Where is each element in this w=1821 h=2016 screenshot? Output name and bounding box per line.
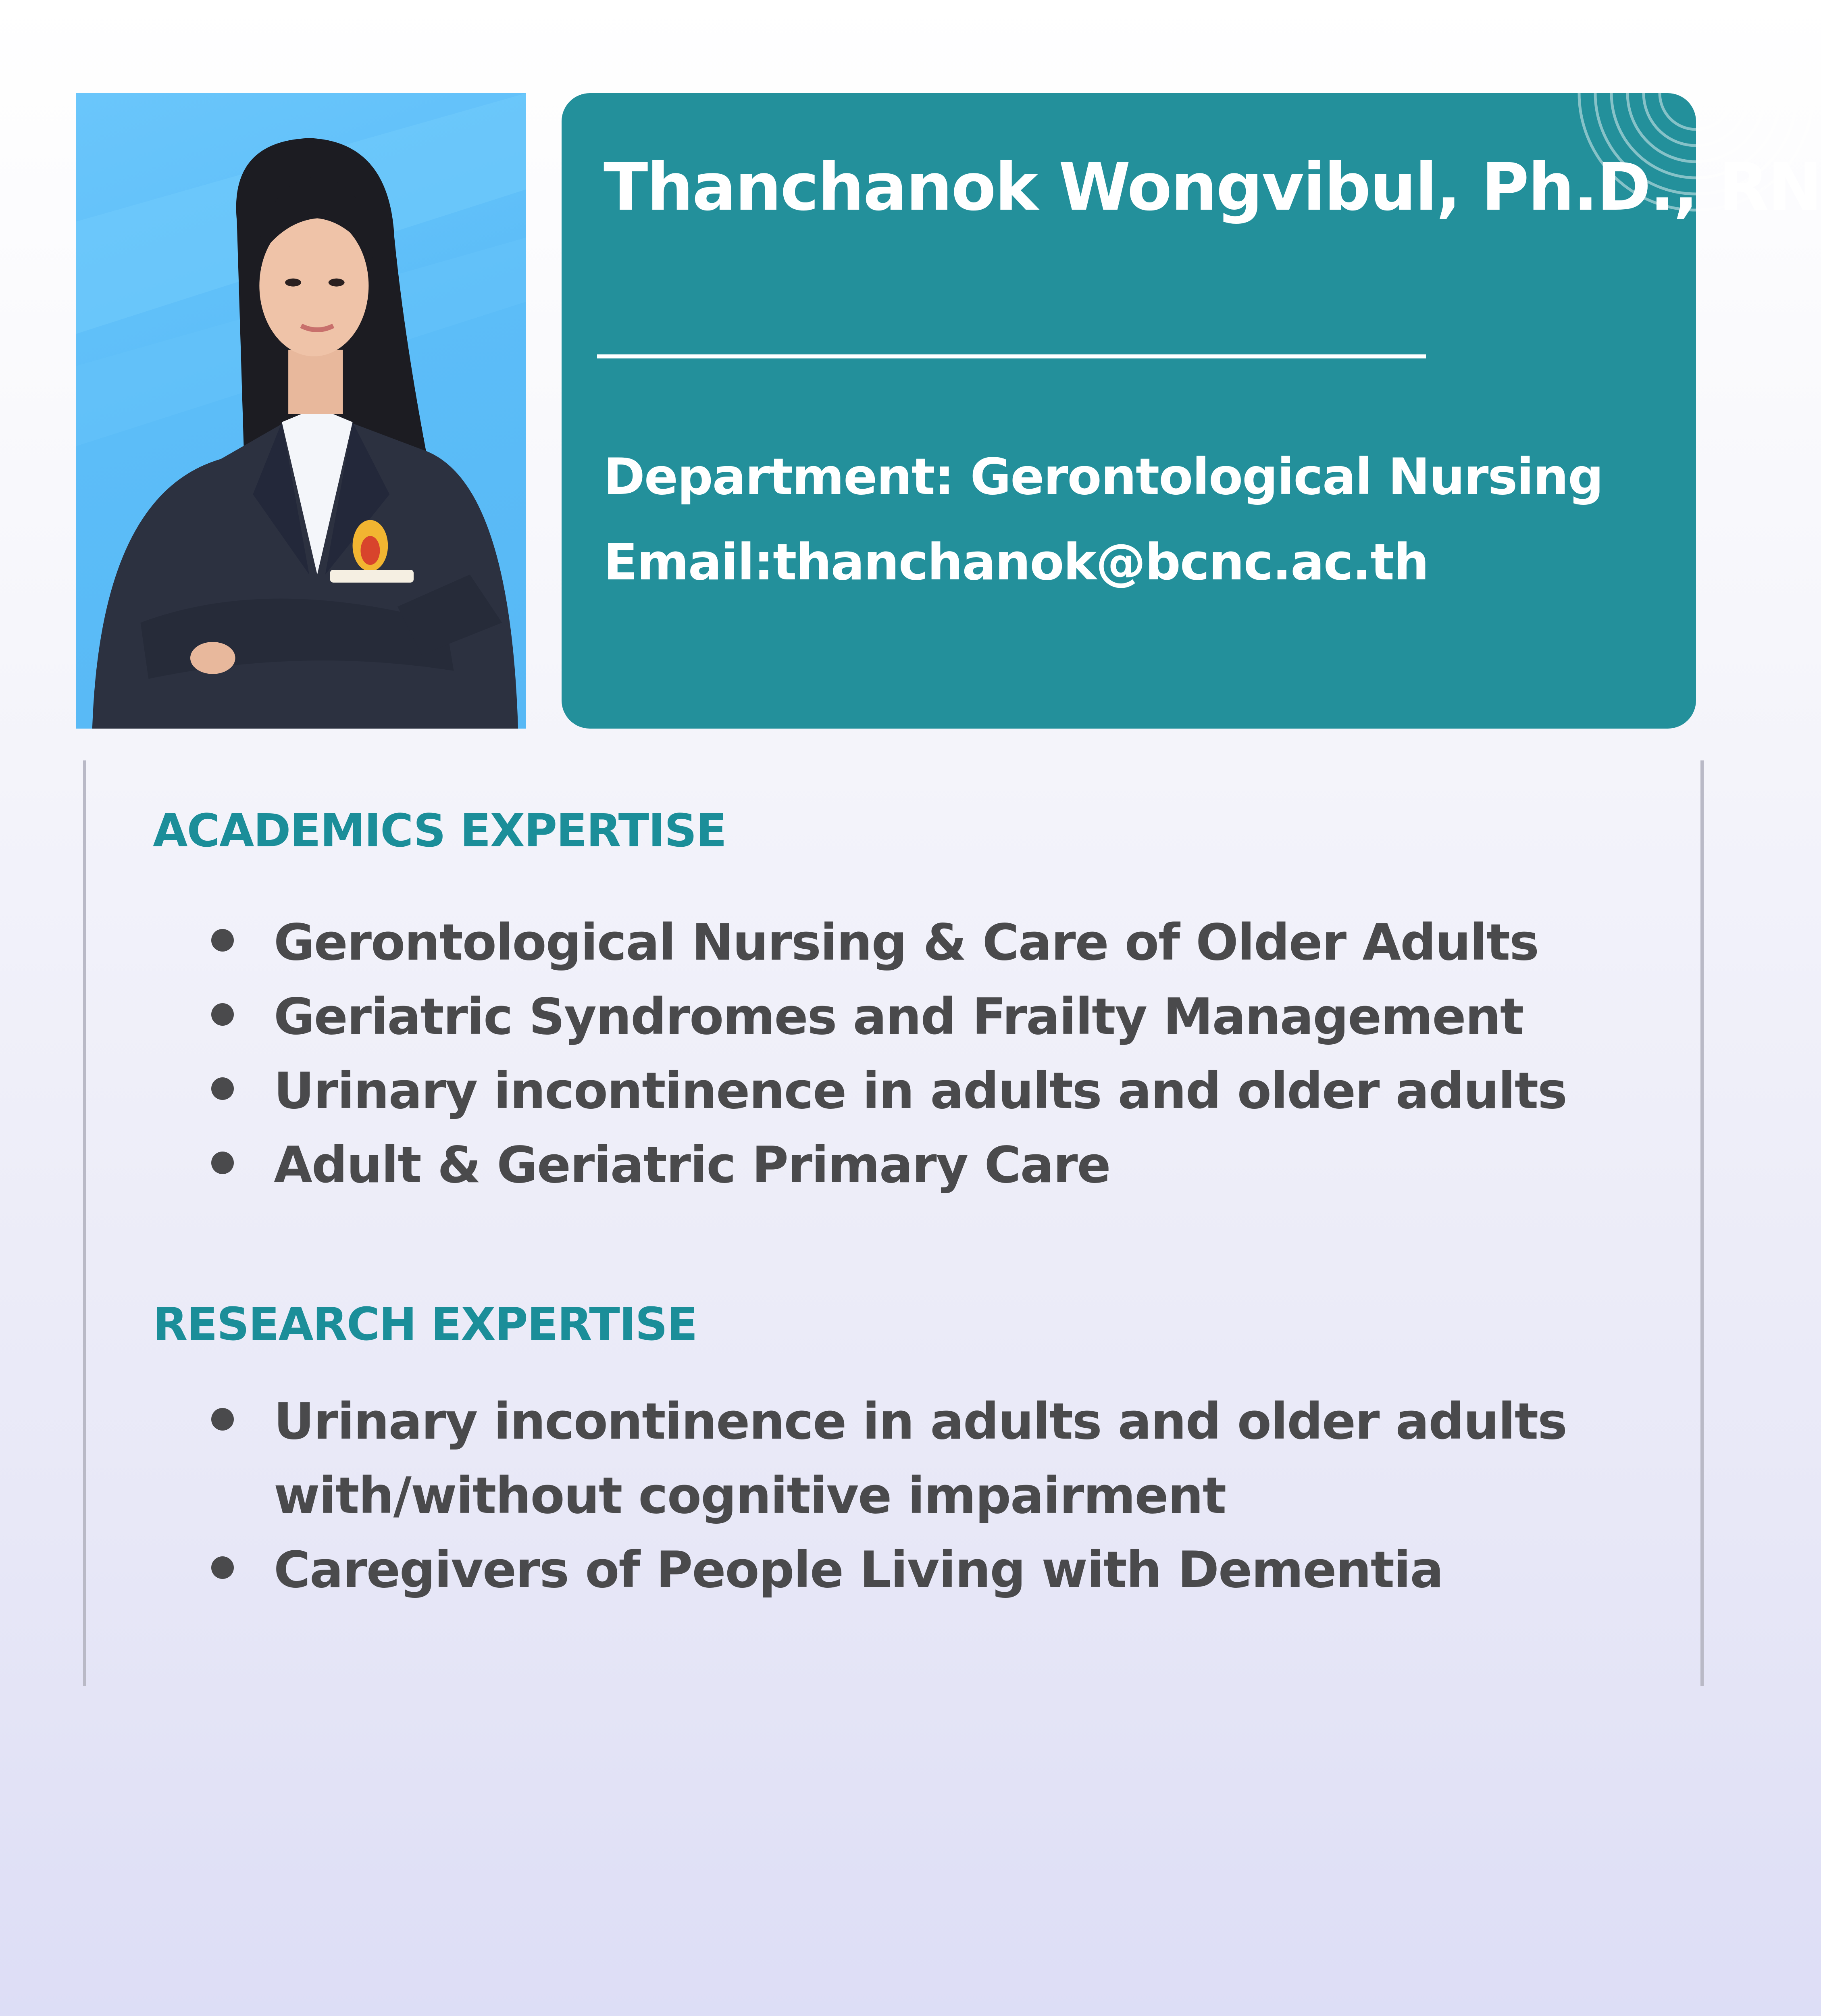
list-item-text: Caregivers of People Living with Dementia: [274, 1541, 1443, 1599]
list-item: [86, 1385, 1567, 1459]
bullet-icon: [211, 1152, 234, 1174]
list-item: [86, 1054, 1567, 1128]
expertise-section: [83, 760, 1704, 1686]
bullet-icon: [211, 1003, 234, 1026]
bullet-icon: [211, 1556, 234, 1579]
bullet-icon: [211, 1077, 234, 1100]
list-item: [86, 1533, 1567, 1607]
profile-header-card: [562, 93, 1821, 729]
list-item-text: Urinary incontinence in adults and older adults: [274, 1062, 1567, 1120]
profile-name: Thanchanok Wongvibul, Ph.D., RN: [604, 150, 1821, 225]
list-item: [86, 906, 1567, 980]
research-list: [86, 1385, 1567, 1607]
bullet-icon: [211, 1408, 234, 1431]
header-divider: [597, 354, 1426, 358]
list-item-text: Gerontological Nursing & Care of Older Adults: [274, 914, 1538, 972]
list-item-continuation: [86, 1459, 1567, 1533]
research-heading: RESEARCH EXPERTISE: [153, 1298, 697, 1351]
profile-photo: [76, 93, 526, 729]
list-item: [86, 1128, 1567, 1202]
list-item: [86, 980, 1567, 1054]
department-line: Department: Gerontological Nursing: [604, 448, 1603, 506]
academics-list: [86, 906, 1567, 1202]
bullet-icon: [211, 929, 234, 952]
list-item-text: Adult & Geriatric Primary Care: [274, 1136, 1110, 1194]
academics-heading: ACADEMICS EXPERTISE: [153, 805, 726, 857]
list-item-text: Urinary incontinence in adults and older adults: [274, 1393, 1567, 1451]
list-item-text: with/without cognitive impairment: [274, 1467, 1226, 1525]
portrait-photo-icon: [76, 93, 526, 729]
list-item-text: Geriatric Syndromes and Frailty Management: [274, 988, 1523, 1046]
email-line[interactable]: Email:thanchanok@bcnc.ac.th: [604, 533, 1429, 591]
